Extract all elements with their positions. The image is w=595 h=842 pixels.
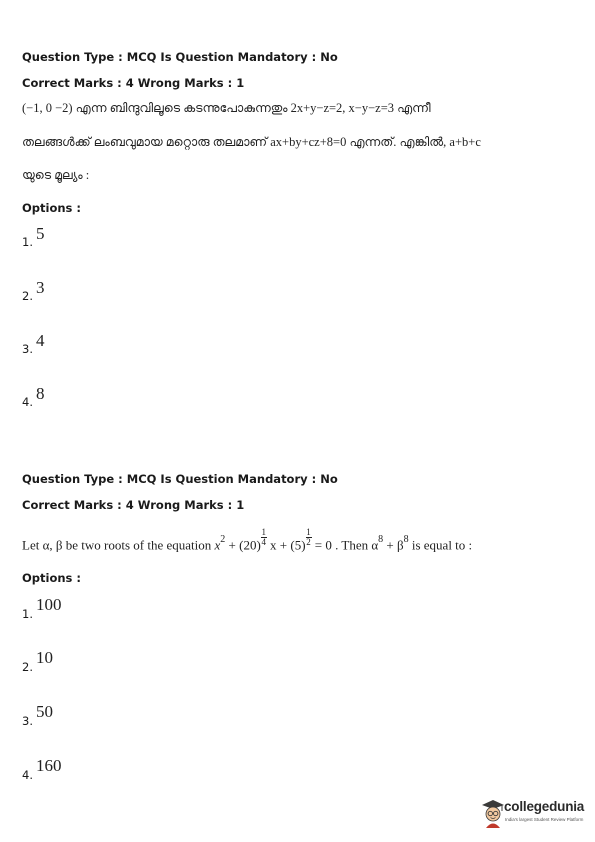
question-2-option-3[interactable] — [22, 702, 53, 730]
question-2-text — [22, 527, 473, 556]
option-value: 10 — [35, 648, 53, 667]
term-5: x + (5) — [266, 537, 306, 553]
fraction-one-half — [306, 528, 312, 547]
question-2-option-2[interactable] — [22, 648, 53, 676]
option-number: 2. — [22, 660, 33, 674]
exponent: 8 — [403, 534, 409, 546]
option-number: 2. — [22, 289, 33, 303]
plus-beta: + β — [383, 537, 404, 553]
fraction-denominator: 2 — [306, 537, 311, 547]
logo-brand-text: collegedunia — [504, 799, 585, 814]
exponent: 8 — [378, 534, 384, 546]
question-1-option-4[interactable] — [22, 384, 45, 411]
collegedunia-logo[interactable] — [480, 797, 588, 831]
question-1-options-label: Options : — [22, 201, 81, 215]
question-1-option-2[interactable] — [22, 278, 45, 305]
question-1-text-line-3: യുടെ മൂല്യം : — [22, 168, 90, 182]
exponent: 2 — [220, 534, 226, 546]
option-value: 5 — [35, 224, 45, 243]
option-value: 100 — [35, 595, 62, 614]
equation-end: = 0 . Then α — [311, 537, 379, 553]
term-20: + (20) — [225, 537, 261, 553]
fraction-numerator: 1 — [261, 527, 267, 537]
question-2-text-lead: Let α, β be two roots of the equation — [22, 537, 215, 553]
option-number: 1. — [22, 235, 33, 249]
option-number: 3. — [22, 714, 33, 728]
question-1-option-1[interactable] — [22, 224, 45, 251]
option-number: 4. — [22, 768, 33, 782]
option-value: 4 — [35, 331, 45, 350]
question-2-text-tail: is equal to : — [408, 537, 473, 553]
question-2-options-label: Options : — [22, 571, 81, 585]
option-value: 160 — [35, 756, 62, 775]
question-1-type-line: Question Type : MCQ Is Question Mandatory : No — [22, 50, 338, 64]
question-1-text-line-1: (−1, 0 −2) എന്ന ബിന്ദുവിലൂടെ കടന്നുപോകുന്നതും 2x+y−z=2, x−y−z=3 എന്നീ — [22, 101, 431, 115]
variable-x: x — [214, 537, 221, 553]
option-number: 3. — [22, 342, 33, 356]
question-1-text-line-2: തലങ്ങൾക്ക് ലംബവുമായ മറ്റൊരു തലമാണ് ax+by+cz+8=0 എന്നത്. എങ്കിൽ, a+b+c — [22, 135, 481, 149]
option-value: 50 — [35, 702, 53, 721]
question-1-marks-line: Correct Marks : 4 Wrong Marks : 1 — [22, 76, 245, 90]
question-2-option-1[interactable] — [22, 595, 62, 623]
option-number: 1. — [22, 607, 33, 621]
logo-tagline: India's largest Student Review Platform — [505, 817, 584, 822]
fraction-denominator: 4 — [261, 537, 267, 547]
option-number: 4. — [22, 395, 33, 409]
fraction-numerator: 1 — [306, 527, 311, 537]
option-value: 3 — [35, 278, 45, 297]
question-2-type-line: Question Type : MCQ Is Question Mandatory : No — [22, 472, 338, 486]
question-2-marks-line: Correct Marks : 4 Wrong Marks : 1 — [22, 498, 245, 512]
graduate-mascot-icon — [480, 797, 506, 829]
question-2-option-4[interactable] — [22, 756, 62, 784]
fraction-one-quarter — [261, 528, 267, 547]
option-value: 8 — [35, 384, 45, 403]
question-1-option-3[interactable] — [22, 331, 45, 358]
